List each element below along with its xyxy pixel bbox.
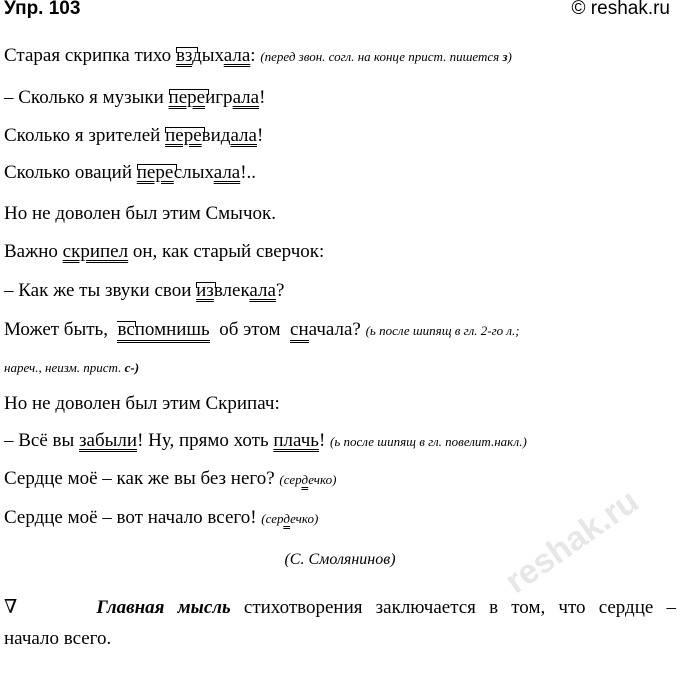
poem-line-7: – Как же ты звуки свои извлекала? xyxy=(4,280,285,301)
spelling-note-1: (перед звон. согл. на конце прист. пишется з) xyxy=(260,49,512,64)
word-izvlekala: извлекала xyxy=(196,280,276,301)
poem-line-12: Сердце моё – как же вы без него? (сердечко) xyxy=(4,468,337,489)
exercise-title: Упр. 103 xyxy=(4,0,81,19)
poem-line-10: Но не доволен был этим Скрипач: xyxy=(4,393,280,414)
word-vspomnish: вспомнишь xyxy=(117,318,209,342)
poem-author: (С. Смолянинов) xyxy=(284,551,396,568)
watermark-logo: reshak.ru xyxy=(498,481,646,601)
word-pereslykhala: переслыхала xyxy=(136,162,241,183)
word-perevidala: перевидала xyxy=(165,125,257,146)
poem-line-4: Сколько оваций переслыхала!.. xyxy=(4,162,257,183)
spelling-note-13: (сердечко) xyxy=(261,511,319,526)
triangle-marker-icon: ∇ xyxy=(4,597,18,618)
word-skripel: скрипел xyxy=(62,241,129,262)
poem-line-2: – Сколько я музыки переиграла! xyxy=(4,87,266,108)
word-vzdykhala: вздыхала xyxy=(175,45,251,66)
conclusion: ∇ Главная мысль стихотворения заключается в том, что сердце – начало всего. xyxy=(4,597,677,649)
poem-line-9 xyxy=(4,355,139,380)
poem-line-13: Сердце моё – вот начало всего! (сердечко) xyxy=(4,507,319,528)
spelling-note-9: нареч., неизм. прист. с-) xyxy=(4,360,140,375)
poem-line-5: Но не доволен был этим Смычок. xyxy=(4,203,276,224)
spelling-note-11: (ь после шипящ в гл. повелит.накл.) xyxy=(330,434,527,449)
poem-line-11: – Всё вы забыли! Ну, прямо хоть плачь! (ь после шипящ в гл. повелит.накл.) xyxy=(4,430,527,451)
poem-line-3: Сколько я зрителей перевидала! xyxy=(4,125,264,146)
header xyxy=(0,0,680,24)
conclusion-lead: Главная мысль xyxy=(96,597,231,618)
poem-line-8: Может быть, вспомнишь об этом сначала? (ь после шипящ в гл. 2-го л.; xyxy=(4,318,520,343)
poem-line-6: Важно скрипел он, как старый сверчок: xyxy=(4,241,325,262)
spelling-note-12: (сердечко) xyxy=(279,472,337,487)
word-zabyli: забыли xyxy=(79,430,138,451)
word-snachala: сначала? xyxy=(290,319,361,343)
word-pereigrala: переиграла xyxy=(168,87,260,108)
poem-line-1: Старая скрипка тихо вздыхала: (перед звон. согл. на конце прист. пишется з) xyxy=(4,45,512,66)
conclusion-end: начало всего. xyxy=(4,628,112,649)
spelling-note-8: (ь после шипящ в гл. 2-го л.; xyxy=(365,323,520,338)
site-credit: © reshak.ru xyxy=(571,0,670,19)
word-plach: плачь xyxy=(273,430,319,451)
